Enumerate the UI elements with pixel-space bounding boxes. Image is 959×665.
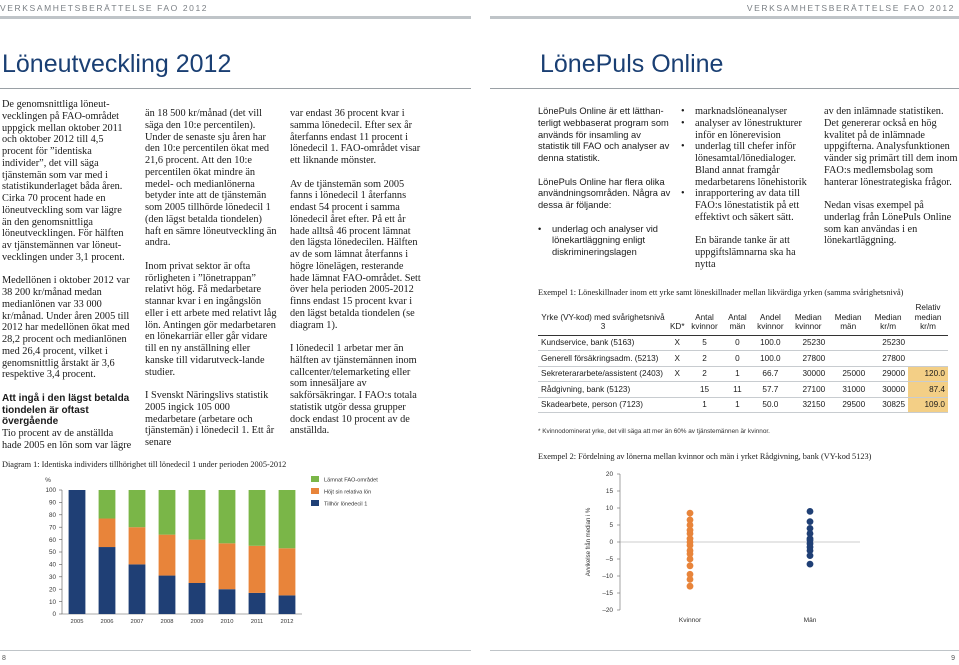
list-item: • analyser av lönestrukturer inför en lönerevision bbox=[681, 118, 811, 142]
running-header-left: VERKSAMHETSBERÄTTELSE FAO 2012 bbox=[0, 3, 209, 13]
y-tick-label: 90 bbox=[48, 499, 56, 507]
y-tick-label: –10 bbox=[602, 573, 613, 581]
x-tick-label: 2009 bbox=[190, 619, 204, 625]
x-tick-label: 2012 bbox=[280, 619, 294, 625]
column-header: Antal män bbox=[722, 302, 752, 335]
bar-segment bbox=[99, 490, 116, 519]
bar-segment bbox=[219, 490, 236, 543]
table-footnote: * Kvinnodominerat yrke, det vill säga att mer än 60% av tjänstemännen är kvinnor. bbox=[538, 428, 770, 435]
table-cell: 1 bbox=[687, 397, 723, 413]
y-tick-label: 70 bbox=[48, 524, 56, 532]
x-tick-label: 2011 bbox=[250, 619, 264, 625]
table-cell: X bbox=[668, 335, 687, 351]
y-tick-label: 20 bbox=[605, 471, 613, 479]
y-tick-label: 50 bbox=[48, 549, 56, 557]
table-row bbox=[538, 382, 948, 398]
legend-swatch bbox=[311, 476, 319, 482]
paragraph: än 18 500 kr/månad (det vill säga den 10:e percentilen). Under de senaste sju åren har den 10:e percentilen ökat med 21,6 procent. Att den 10:e percentilen ökat mindre än medel- och medianlönerna betyder inte att de tjänstemän som 2005 tillhörde lönedecil 1 (den lägst betalda tiondelen) haft en sämre löneutveckling än andra. bbox=[145, 108, 277, 249]
text-column-1 bbox=[2, 99, 133, 452]
table-row bbox=[538, 351, 948, 367]
y-tick-label: 10 bbox=[605, 505, 613, 513]
paragraph: Av de tjänstemän som 2005 fanns i lönedecil 1 återfanns endast 54 procent i samma lönedecil året efter. På ett år hade alltså 46 procent lämnat den lägsta lönedecilen. Hälften av de som lämnat återfanns i högre lönelägen, resterande hade lämnat FAO-området. Sett över hela perioden 2005-2012 finns endast 15 procent kvar i den lägst betalda tiondelen (se diagram 1). bbox=[290, 178, 421, 331]
table-row bbox=[538, 397, 948, 413]
column-header: Relativ median kr/m bbox=[908, 302, 948, 335]
example-1-table bbox=[538, 302, 948, 413]
table-cell: 25230 bbox=[868, 335, 908, 351]
table-cell: 120.0 bbox=[908, 366, 948, 382]
table-cell: 29500 bbox=[828, 397, 868, 413]
text-column-5 bbox=[681, 106, 811, 271]
list-item: • underlag och analyser vid lönekartläggning enligt diskrimineringslagen bbox=[538, 224, 672, 259]
header-rule-right bbox=[490, 16, 959, 19]
bar-segment bbox=[159, 490, 176, 535]
table-cell: Rådgivning, bank (5123) bbox=[538, 382, 668, 398]
x-tick-label: 2010 bbox=[220, 619, 234, 625]
bar-segment bbox=[99, 519, 116, 548]
table-cell: Skadearbete, person (7123) bbox=[538, 397, 668, 413]
bar-segment bbox=[279, 548, 296, 595]
column-header: Median män bbox=[828, 302, 868, 335]
bar-segment bbox=[249, 593, 266, 614]
text-column-6 bbox=[824, 106, 958, 247]
paragraph: En bärande tanke är att uppgiftslämnarna ska ha nytta bbox=[695, 235, 796, 270]
table-row bbox=[538, 335, 948, 351]
bar-segment bbox=[219, 589, 236, 614]
table-cell: 25000 bbox=[828, 366, 868, 382]
bullet-list bbox=[538, 224, 672, 259]
table-cell bbox=[828, 335, 868, 351]
data-point bbox=[807, 518, 814, 525]
legend-swatch bbox=[311, 488, 319, 494]
footer-rule-right bbox=[490, 650, 959, 651]
y-tick-label: –15 bbox=[602, 590, 613, 598]
table-cell: 27100 bbox=[788, 382, 828, 398]
column-header: KD* bbox=[668, 302, 687, 335]
bar-segment bbox=[129, 490, 146, 527]
table-cell: X bbox=[668, 351, 687, 367]
y-tick-label: 0 bbox=[52, 611, 56, 619]
list-item: • marknadslöneanalyser bbox=[681, 106, 811, 118]
example-1-table-wrap bbox=[538, 302, 948, 413]
table-cell: 11 bbox=[722, 382, 752, 398]
data-point bbox=[687, 510, 694, 517]
y-tick-label: 10 bbox=[48, 598, 56, 606]
table-cell: 2 bbox=[687, 366, 723, 382]
paragraph: LönePuls Online är ett lätthan-terligt webbaserat program som används för insamling av statistik till FAO och analyser av denna statistik. bbox=[538, 106, 670, 163]
paragraph: var endast 36 procent kvar i samma lönedecil. Efter sex år återfanns endast 11 procent i lönedecil 1. FAO-området visar ett liknande mönster. bbox=[290, 108, 421, 166]
paragraph: Inom privat sektor är ofta rörligheten i ”lönetrappan” relativt hög. Få medarbetare stannar kvar i en ingångslön eller i ett arbete med relativt låg lön. Antingen gör medarbetaren en lönekarriär eller går vidare till en ny anställning eller kanske till vidarutveck-lande studier. bbox=[145, 260, 277, 378]
table-cell bbox=[668, 397, 687, 413]
y-tick-label: –20 bbox=[602, 607, 613, 615]
table-cell: 50.0 bbox=[752, 397, 788, 413]
diagram-1-chart bbox=[0, 470, 470, 630]
table-cell: 25230 bbox=[788, 335, 828, 351]
paragraph: Medellönen i oktober 2012 var 38 200 kr/månad medan medianlönen var 33 000 kr/månad. Under åren 2005 till 2012 har medellönen ökat med 28,2 procent och medianlönen med 26,4 procent, vilket i genomsnittlig årstakt är 3,6 respektive 3,4 procent. bbox=[2, 275, 130, 381]
table-cell: 100.0 bbox=[752, 351, 788, 367]
data-point bbox=[807, 508, 814, 515]
bar-segment bbox=[159, 535, 176, 576]
table-cell: 30000 bbox=[788, 366, 828, 382]
title-rule-left bbox=[0, 88, 471, 89]
column-header: Median kvinnor bbox=[788, 302, 828, 335]
bar-segment bbox=[159, 576, 176, 614]
example-1-caption: Exempel 1: Löneskillnader inom ett yrke samt löneskillnader mellan likvärdiga yrken (samma svårighetsnivå) bbox=[538, 288, 904, 297]
column-header: Andel kvinnor bbox=[752, 302, 788, 335]
table-cell: 0 bbox=[722, 351, 752, 367]
table-cell: 30825 bbox=[868, 397, 908, 413]
table-cell: 2 bbox=[687, 351, 723, 367]
title-rule-right bbox=[490, 88, 959, 89]
table-cell: 1 bbox=[722, 366, 752, 382]
table-cell: 109.0 bbox=[908, 397, 948, 413]
bar-segment bbox=[279, 490, 296, 548]
bar-segment bbox=[189, 583, 206, 614]
legend-label: Lämnat FAO-området bbox=[324, 477, 378, 484]
bar-segment bbox=[219, 543, 236, 589]
data-point bbox=[807, 561, 814, 568]
running-header-right: VERKSAMHETSBERÄTTELSE FAO 2012 bbox=[746, 3, 955, 13]
bar-segment bbox=[279, 595, 296, 614]
table-cell: Sekreterararbete/assistent (2403) bbox=[538, 366, 668, 382]
page-number-left: 8 bbox=[2, 655, 6, 662]
table-cell: 100.0 bbox=[752, 335, 788, 351]
legend-label: Höjt sin relativa lön bbox=[324, 489, 372, 496]
example-2-caption: Exempel 2: Fördelning av lönerna mellan kvinnor och män i yrket Rådgivning, bank (VY-kod 5123) bbox=[538, 452, 872, 461]
data-point bbox=[687, 583, 694, 590]
y-tick-label: 15 bbox=[605, 488, 613, 496]
subheading: Att ingå i den lägst betalda tiondelen är oftast övergående bbox=[2, 392, 130, 428]
data-point bbox=[687, 562, 694, 569]
page-number-right: 9 bbox=[951, 655, 955, 662]
x-tick-label: 2008 bbox=[160, 619, 174, 625]
paragraph: av den inlämnade statistiken. Det genererar också en hög kvalitet på de inlämnade uppgifterna. Analysfunktionen vänder sig primärt till dem inom FAO:s medlemsbolag som hanterar lönestrategiska frågor. bbox=[824, 106, 958, 188]
table-cell: 15 bbox=[687, 382, 723, 398]
bar-segment bbox=[189, 490, 206, 540]
x-tick-label: 2007 bbox=[130, 619, 144, 625]
diagram-1-caption: Diagram 1: Identiska individers tillhörighet till lönedecil 1 under perioden 2005-2012 bbox=[2, 460, 287, 469]
bullet-list bbox=[681, 106, 811, 224]
y-tick-label: 20 bbox=[48, 586, 56, 594]
page-title-left: Löneutveckling 2012 bbox=[2, 50, 232, 78]
y-tick-label: 100 bbox=[45, 487, 56, 495]
data-point bbox=[807, 552, 814, 559]
table-cell: 29000 bbox=[868, 366, 908, 382]
table-cell: 87.4 bbox=[908, 382, 948, 398]
table-cell: 66.7 bbox=[752, 366, 788, 382]
y-axis-label: Avvikelse från median i % bbox=[586, 507, 592, 577]
table-cell: 32150 bbox=[788, 397, 828, 413]
y-axis-label: % bbox=[45, 477, 51, 484]
table-cell: X bbox=[668, 366, 687, 382]
bar-segment bbox=[129, 564, 146, 614]
data-point bbox=[687, 556, 694, 563]
table-row bbox=[538, 366, 948, 382]
paragraph: Tio procent av de anställda hade 2005 en lön som var lägre bbox=[2, 428, 132, 451]
paragraph: I lönedecil 1 arbetar mer än hälften av tjänstemännen inom callcenter/telemarketing eller som innesäljare av sakförsäkringar. I FAO:s totala statistik utgör dessa grupper dock endast 10 procent av de anställda. bbox=[290, 343, 417, 437]
paragraph: I Svenskt Näringslivs statistik 2005 ingick 105 000 medarbetare (arbetare och tjänstemän) i lönedecil 1. Ett år senare bbox=[145, 390, 275, 448]
table-cell bbox=[828, 351, 868, 367]
y-tick-label: 60 bbox=[48, 536, 56, 544]
column-header: Median kr/m bbox=[868, 302, 908, 335]
table-cell: 27800 bbox=[788, 351, 828, 367]
table-cell: Kundservice, bank (5163) bbox=[538, 335, 668, 351]
paragraph: Nedan visas exempel på underlag från LönePuls Online som kan användas i en lönekartläggning. bbox=[824, 200, 952, 247]
y-tick-label: 40 bbox=[48, 561, 56, 569]
x-tick-label: 2005 bbox=[70, 619, 84, 625]
list-item: • inrapportering av data till FAO:s lönestatistik på ett effektivt och säkert sätt. bbox=[681, 188, 811, 223]
bar-segment bbox=[189, 540, 206, 583]
text-column-4 bbox=[538, 106, 672, 259]
table-cell: 30000 bbox=[868, 382, 908, 398]
header-rule-left bbox=[0, 16, 471, 19]
column-header: Yrke (VY-kod) med svårighetsnivå 3 bbox=[538, 302, 668, 335]
table-cell: 31000 bbox=[828, 382, 868, 398]
legend-swatch bbox=[311, 500, 319, 506]
table-cell bbox=[908, 351, 948, 367]
bar-segment bbox=[99, 547, 116, 614]
text-column-3 bbox=[290, 108, 425, 437]
bar-segment bbox=[249, 546, 266, 593]
y-tick-label: –5 bbox=[605, 556, 613, 564]
page-title-right: LönePuls Online bbox=[540, 50, 724, 78]
table-cell: Generell försäkringsadm. (5213) bbox=[538, 351, 668, 367]
column-header: Antal kvinnor bbox=[687, 302, 723, 335]
table-header-row bbox=[538, 302, 948, 335]
table-cell: 5 bbox=[687, 335, 723, 351]
paragraph: LönePuls Online har flera olika användningsområden. Några av dessa är följande: bbox=[538, 176, 671, 210]
table-cell: 27800 bbox=[868, 351, 908, 367]
bar-segment bbox=[249, 490, 266, 546]
bar-segment bbox=[69, 490, 86, 614]
paragraph: De genomsnittliga löneut-vecklingen på FAO-området uppgick mellan oktober 2011 och oktober 2012 till 4,5 procent för ”identiska individer”, det vill säga tjänstemän som var med i statistikunderlaget båda åren. Cirka 70 procent hade en löneutveckling som var lägre än den genomsnittliga löneutvecklingen. För hälften av tjänstemännen var löneut-vecklingen under 3,1 procent. bbox=[2, 99, 125, 263]
table-cell bbox=[908, 335, 948, 351]
table-cell: 57.7 bbox=[752, 382, 788, 398]
table-cell bbox=[668, 382, 687, 398]
footer-rule-left bbox=[0, 650, 471, 651]
text-column-2 bbox=[145, 108, 277, 449]
x-category-label: Män bbox=[803, 617, 817, 624]
bar-segment bbox=[129, 527, 146, 564]
table-cell: 1 bbox=[722, 397, 752, 413]
y-tick-label: 5 bbox=[609, 522, 613, 530]
example-2-chart bbox=[580, 466, 900, 626]
x-category-label: Kvinnor bbox=[678, 617, 702, 624]
y-tick-label: 30 bbox=[48, 574, 56, 581]
legend-label: Tillhör lönedecil 1 bbox=[324, 501, 368, 508]
x-tick-label: 2006 bbox=[100, 619, 114, 625]
data-point bbox=[687, 576, 694, 583]
y-tick-label: 80 bbox=[48, 512, 56, 519]
list-item: • underlag till chefer inför lönesamtal/lönedialoger. Bland annat framgår medarbetarens lönehistorik bbox=[681, 141, 811, 188]
table-cell: 0 bbox=[722, 335, 752, 351]
y-tick-label: 0 bbox=[609, 539, 613, 547]
